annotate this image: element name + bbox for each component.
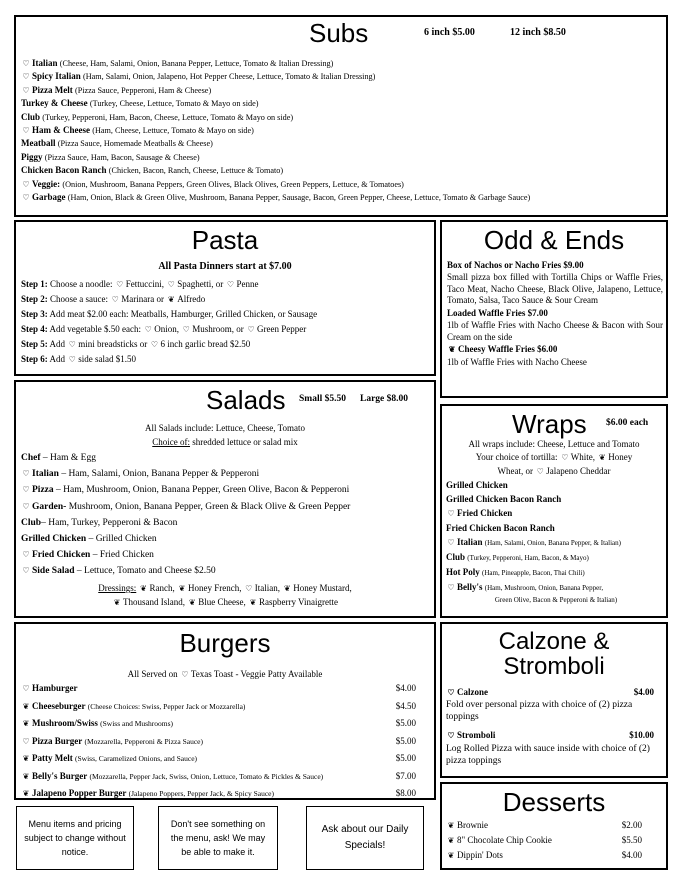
calzone-item-left (446, 729, 495, 742)
leaf-icon: ♡ (167, 280, 175, 289)
wraps-tortilla-1 (442, 451, 666, 464)
salads-large-price: Large $8.00 (360, 394, 409, 404)
wrap-item-desc: (Ham, Salami, Onion, Banana Pepper, & Italian) (484, 539, 621, 547)
leaf-icon: ♡ (116, 280, 124, 289)
sub-item (21, 97, 530, 110)
salad-item-name: Club (21, 517, 42, 528)
burger-item-price: $7.00 (395, 770, 416, 781)
wraps-header (442, 438, 666, 478)
burger-item (21, 785, 416, 800)
salad-item-desc: – Lettuce, Tomato and Cheese $2.50 (74, 566, 216, 577)
dressings-label: Dressings: (98, 583, 137, 593)
burger-item-left (21, 715, 173, 733)
salad-item-name: Grilled Chicken (21, 534, 87, 545)
wraps-include: All wraps include: Cheese, Lettuce and Tomato (468, 439, 640, 449)
dessert-item-name: Dippin' Dots (457, 850, 503, 860)
salad-item-name: Italian (32, 469, 59, 480)
sub-item-name: Chicken Bacon Ranch (21, 165, 107, 176)
dessert-item-price: $2.00 (621, 820, 642, 830)
pasta-step-label: Step 1: (21, 279, 48, 289)
sub-item-desc: (Pizza Sauce, Pepperoni, Ham & Cheese) (74, 85, 212, 95)
leaf-icon: ♡ (22, 485, 30, 495)
salads-title: Salads (206, 385, 286, 415)
burger-item-desc: (Mozzarella, Pepper Jack, Swiss, Onion, Lettuce, Tomato & Pickles & Sauce) (89, 771, 324, 781)
text-part: mini breadsticks or (78, 339, 150, 349)
subs-section (14, 15, 668, 217)
burger-item (21, 750, 416, 768)
burger-item-left (21, 680, 78, 698)
sub-item (21, 178, 530, 191)
salad-item (21, 531, 350, 547)
desserts-title: Desserts (502, 787, 606, 817)
sub-item-desc: (Pizza Sauce, Ham, Bacon, Sausage & Cheese) (44, 152, 200, 162)
salad-item-name: Garden- (32, 501, 67, 512)
sub-item-desc: (Pizza Sauce, Homemade Meatballs & Cheese) (57, 139, 213, 149)
burger-item (21, 698, 416, 716)
text-part: Ranch, (149, 583, 177, 593)
salad-item (21, 563, 350, 579)
text-part: side salad $1.50 (78, 354, 137, 364)
text-part: Honey Mustard, (293, 583, 352, 593)
salad-item-name: Chef (21, 453, 41, 463)
salads-dressings-line1 (16, 582, 434, 595)
sub-item-name: Meatball (21, 138, 56, 149)
salads-choice-text: shredded lettuce or salad mix (190, 437, 298, 447)
text-part: Jalapeno Cheddar (546, 465, 611, 476)
pricing-note-text: Menu items and pricing subject to change without notice. (24, 819, 126, 857)
pasta-section (14, 220, 436, 376)
sub-item-name: Turkey & Cheese (21, 98, 88, 109)
burger-item-price: $8.00 (395, 788, 416, 798)
leaf-icon: ♡ (245, 584, 253, 593)
wrap-item (446, 521, 666, 535)
leaf-icon: ♡ (22, 501, 30, 511)
sub-item-desc: (Turkey, Cheese, Lettuce, Tomato & Mayo on side) (89, 99, 259, 109)
specials-note-text: Ask about our Daily Specials! (321, 824, 409, 851)
salads-choice (16, 436, 434, 449)
pasta-step-label: Step 4: (21, 324, 48, 334)
burger-item-price: $4.50 (395, 700, 416, 711)
wheat-icon: ❦ (22, 701, 30, 711)
wrap-item-name: Belly's (457, 582, 483, 592)
odd-item-desc: 1lb of Waffle Fries with Nacho Cheese (447, 356, 587, 367)
text-part: Penne (236, 279, 259, 289)
odd-ends-title: Odd & Ends (483, 225, 625, 255)
leaf-icon: ♡ (68, 355, 76, 364)
desserts-section (440, 782, 668, 870)
calzone-list (446, 686, 662, 773)
calzone-item-price: $4.00 (633, 687, 654, 697)
wraps-list (446, 478, 666, 606)
leaf-icon: ♡ (68, 340, 76, 349)
burger-item-name: Mushroom/Swiss (32, 718, 98, 728)
wrap-item (446, 565, 666, 580)
salad-item (21, 482, 350, 498)
text-part: Mushroom, or (192, 324, 246, 334)
dessert-item-left (446, 818, 488, 833)
pasta-step (21, 292, 317, 307)
calzone-item-name: Stromboli (457, 730, 496, 741)
salads-dressings-line2 (16, 596, 434, 609)
salad-item-desc: Mushroom, Onion, Banana Pepper, Green & Black Olive & Green Pepper (66, 501, 351, 512)
salads-choice-label: Choice of: (152, 437, 191, 447)
burger-item (21, 680, 416, 698)
wheat-icon: ❦ (283, 584, 291, 593)
wrap-item (446, 492, 666, 506)
sub-item-name: Italian (32, 58, 58, 68)
pasta-step (21, 277, 317, 292)
wrap-item-name: Grilled Chicken Bacon Ranch (446, 494, 562, 504)
burger-item-price: $4.00 (395, 683, 416, 693)
wrap-item (446, 550, 666, 565)
burger-item-name: Hamburger (32, 683, 78, 693)
salads-list (21, 450, 350, 580)
text-part: Add meat $2.00 each: Meatballs, Hamburger, Grilled Chicken, or Sausage (49, 309, 318, 319)
burger-item-price: $5.00 (395, 735, 416, 746)
wrap-item (446, 478, 666, 492)
wrap-item (446, 506, 666, 521)
odd-item-name (447, 259, 663, 272)
leaf-icon: ♡ (144, 325, 152, 334)
sub-item-name: Ham & Cheese (32, 125, 90, 136)
pasta-title: Pasta (191, 225, 259, 255)
text-part: Italian, (254, 583, 283, 593)
salad-item-desc: – Ham, Mushroom, Onion, Banana Pepper, Green Olive, Bacon & Pepperoni (53, 485, 350, 496)
odd-name-text: Box of Nachos or Nacho Fries $9.00 (447, 260, 584, 270)
salad-item-desc: – Ham & Egg (40, 453, 96, 463)
wraps-price: $6.00 each (606, 418, 649, 428)
leaf-icon: ♡ (150, 340, 159, 349)
leaf-icon: ♡ (182, 325, 190, 334)
pasta-subtitle: All Pasta Dinners start at $7.00 (158, 261, 292, 272)
dessert-item (446, 848, 642, 863)
odd-item-name (447, 343, 663, 356)
text-part: Blue Cheese, (198, 597, 248, 607)
salads-include: All Salads include: Lettuce, Cheese, Tomato (145, 423, 305, 433)
burger-item-name: Pizza Burger (32, 735, 83, 746)
burgers-section (14, 622, 436, 800)
dessert-item-left (446, 833, 552, 848)
dessert-item (446, 818, 642, 833)
odd-name-text: Loaded Waffle Fries $7.00 (447, 307, 548, 318)
leaf-icon: ♡ (447, 731, 455, 741)
wrap-item-name: Grilled Chicken (446, 480, 508, 490)
wheat-icon: ❦ (598, 453, 606, 463)
burger-item-price: $5.00 (395, 718, 416, 728)
burger-item-left (21, 733, 203, 751)
wrap-item-desc-cont: Green Olive, Bacon & Pepperoni & Italian) (494, 596, 618, 604)
sub-item-desc: (Ham, Onion, Black & Green Olive, Mushroom, Banana Pepper, Sausage, Bacon, Green Pepper, Cheese, Lettuce, Tomato & Garbage Sauce) (67, 193, 531, 203)
odd-name-text: Cheesy Waffle Fries $6.00 (458, 344, 558, 355)
odd-item-name (447, 307, 663, 320)
subs-price-12: 12 inch $8.50 (510, 27, 566, 38)
odd-item-desc: 1lb of Waffle Fries with Nacho Cheese & Bacon with Sour Cream on the side (447, 320, 663, 342)
sub-item-name: Club (21, 111, 41, 122)
wheat-icon: ❦ (113, 598, 121, 607)
odd-item-desc: Small pizza box filled with Tortilla Chips or Waffle Fries, Taco Meat, Nacho Cheese, Black Olive, Jalapeno, Lettuce, Tomato, Salsa, Taco Sauce & Sour Cream (447, 272, 663, 306)
burger-item-left (21, 785, 274, 800)
wrap-item-name: Club (446, 552, 466, 562)
calzone-item-desc: Fold over personal pizza with choice of (2) pizza toppings (446, 700, 633, 723)
leaf-icon: ♡ (447, 583, 455, 592)
calzone-item-name: Calzone (457, 687, 488, 697)
wheat-icon: ❦ (22, 754, 30, 763)
sub-item-desc: (Ham, Salami, Onion, Jalapeno, Hot Pepper Cheese, Lettuce, Tomato & Italian Dressing) (83, 72, 376, 82)
salad-item (21, 450, 350, 466)
leaf-icon: ♡ (22, 469, 30, 479)
salad-item-name: Side Salad (32, 566, 75, 577)
leaf-icon: ♡ (447, 538, 455, 547)
salad-item (21, 547, 350, 563)
salad-item-desc: – Ham, Turkey, Pepperoni & Bacon (41, 517, 178, 528)
sub-item-desc: (Ham, Cheese, Lettuce, Tomato & Mayo on side) (92, 126, 254, 136)
sub-item-name: Veggie: (32, 178, 61, 189)
calzone-item-left (446, 686, 488, 699)
odd-ends-section (440, 220, 668, 398)
leaf-icon: ♡ (22, 85, 30, 95)
salads-section (14, 380, 436, 618)
wrap-item-desc: (Turkey, Pepperoni, Ham, Bacon, & Mayo) (467, 554, 589, 562)
wrap-item (446, 535, 666, 550)
pasta-step-label: Step 2: (21, 294, 48, 304)
text-part: Onion, (154, 324, 182, 334)
pasta-step-label: Step 3: (21, 309, 48, 319)
pasta-steps (21, 277, 317, 367)
calzone-item (446, 729, 662, 742)
dessert-item-price: $4.00 (621, 850, 642, 860)
salads-small-price: Small $5.50 (299, 394, 346, 404)
sub-item (21, 70, 530, 83)
sub-item (21, 164, 530, 177)
leaf-icon: ♡ (22, 179, 30, 189)
wrap-item-name: Hot Poly (446, 567, 480, 577)
calzone-item-desc: Log Rolled Pizza with sauce inside with choice of (2) pizza toppings (446, 743, 650, 766)
sub-item-name: Pizza Melt (32, 84, 73, 95)
burger-item (21, 715, 416, 733)
text-part: Fettuccini, (125, 279, 167, 289)
wheat-icon: ❦ (140, 584, 147, 593)
leaf-icon: ♡ (111, 295, 119, 304)
burger-item-desc: (Cheese Choices: Swiss, Pepper Jack or Mozzarella) (87, 701, 246, 711)
text-part: Green Pepper (256, 324, 307, 334)
text-part: Spaghetti, or (177, 279, 226, 289)
sub-item (21, 124, 530, 137)
text-part: Honey French, (188, 583, 244, 593)
pasta-step (21, 337, 317, 352)
burger-item-left (21, 768, 323, 786)
burger-item-left (21, 698, 245, 716)
salad-item-desc: – Ham, Salami, Onion, Banana Pepper & Pepperoni (58, 469, 260, 480)
text-part: Thousand Island, (122, 597, 188, 607)
pasta-step-label: Step 6: (21, 354, 48, 364)
leaf-icon: ♡ (247, 325, 255, 334)
burger-item-left (21, 750, 197, 768)
wraps-section (440, 404, 668, 618)
dessert-item-price: $5.50 (621, 835, 642, 845)
pasta-step-label: Step 5: (21, 339, 48, 349)
text-part: Alfredo (177, 294, 206, 304)
burger-item-name: Belly's Burger (32, 770, 88, 781)
salad-item-desc: – Grilled Chicken (86, 534, 157, 545)
odd-ends-list (447, 259, 663, 368)
sub-item (21, 111, 530, 124)
leaf-icon: ♡ (22, 193, 30, 203)
wrap-item-desc: (Ham, Pineapple, Bacon, Thai Chili) (482, 569, 585, 577)
text-part: Choose a sauce: (50, 294, 111, 304)
pricing-note (16, 806, 134, 870)
text-part: Choose a noodle: (50, 279, 115, 289)
burger-item-name: Jalapeno Popper Burger (32, 788, 127, 798)
burger-item-desc: (Jalapeno Poppers, Pepper Jack, & Spicy Sauce) (128, 789, 274, 798)
burger-item-desc: (Swiss and Mushrooms) (100, 719, 174, 728)
burger-item-price: $5.00 (395, 753, 416, 763)
wheat-icon: ❦ (447, 851, 455, 860)
leaf-icon: ♡ (226, 280, 235, 289)
sub-item (21, 84, 530, 97)
burgers-list (21, 680, 416, 800)
text-part: Raspberry Vinaigrette (258, 597, 339, 607)
leaf-icon: ♡ (536, 466, 544, 476)
burger-item-name: Patty Melt (32, 753, 73, 763)
ask-note-text: Don't see something on the menu, ask! We may be able to make it. (170, 819, 266, 857)
calzone-title-2: Stromboli (503, 653, 605, 680)
wheat-icon: ❦ (188, 598, 196, 607)
salad-item-name: Fried Chicken (32, 550, 91, 561)
leaf-icon: ♡ (22, 684, 30, 693)
subs-price-6: 6 inch $5.00 (424, 27, 475, 38)
dessert-item-name: 8" Chocolate Chip Cookie (457, 835, 552, 845)
sub-item-desc: (Onion, Mushroom, Banana Peppers, Green Olives, Black Olives, Green Peppers, Lettuce, & Tomatoes) (62, 179, 404, 189)
desserts-list (446, 818, 642, 863)
leaf-icon: ♡ (22, 72, 30, 82)
text-part: White, (570, 452, 598, 463)
calzone-title-1: Calzone & (498, 628, 610, 655)
dessert-item-name: Brownie (457, 820, 488, 830)
wheat-icon: ❦ (447, 836, 455, 845)
leaf-icon: ♡ (181, 670, 189, 679)
sub-item-name: Garbage (32, 192, 66, 203)
wraps-tortilla-2 (442, 465, 666, 478)
sub-item-desc: (Cheese, Ham, Salami, Onion, Banana Pepper, Lettuce, Tomato & Italian Dressing) (59, 59, 334, 68)
calzone-item-price: $10.00 (629, 730, 654, 741)
leaf-icon: ♡ (22, 59, 30, 68)
salad-item-name: Pizza (32, 485, 54, 496)
salad-item (21, 466, 350, 482)
sub-item-desc: (Chicken, Bacon, Ranch, Cheese, Lettuce & Tomato) (108, 166, 284, 176)
wheat-icon: ❦ (22, 789, 30, 798)
subs-list (21, 57, 530, 204)
sub-item (21, 137, 530, 150)
dessert-item (446, 833, 642, 848)
sub-item-name: Spicy Italian (32, 71, 81, 82)
burger-item-desc: (Mozzarella, Pepperoni & Pizza Sauce) (84, 736, 203, 746)
sub-item (21, 151, 530, 164)
leaf-icon: ♡ (22, 736, 30, 746)
leaf-icon: ♡ (447, 509, 455, 518)
text-part: 6 inch garlic bread $2.50 (160, 339, 251, 349)
burger-item (21, 733, 416, 751)
salad-item (21, 515, 350, 531)
leaf-icon: ♡ (22, 550, 30, 560)
text-part: Add vegetable $.50 each: (49, 324, 144, 334)
text-part: Your choice of tortilla: (475, 452, 560, 463)
burger-item (21, 768, 416, 786)
wheat-icon: ❦ (447, 821, 455, 830)
sub-item (21, 57, 530, 70)
leaf-icon: ♡ (447, 688, 455, 697)
salad-item-desc: – Fried Chicken (90, 550, 154, 561)
burger-item-name: Cheeseburger (32, 700, 86, 711)
leaf-icon: ♡ (22, 126, 30, 136)
salad-item (21, 499, 350, 515)
burgers-title: Burgers (179, 628, 271, 658)
wrap-item-name: Fried Chicken Bacon Ranch (446, 523, 555, 533)
text-part: Honey (608, 452, 633, 463)
wheat-icon: ❦ (448, 345, 456, 355)
subs-title: Subs (309, 18, 369, 48)
wrap-item (446, 580, 666, 595)
wheat-icon: ❦ (249, 598, 257, 607)
wrap-item-name: Italian (457, 537, 483, 547)
sub-item (21, 191, 530, 204)
wraps-title: Wraps (512, 409, 587, 439)
pasta-step (21, 352, 317, 367)
ask-note (158, 806, 278, 870)
burgers-served-a: All Served on (127, 669, 180, 679)
text-part: Marinara or (121, 294, 167, 304)
text-part: Add (49, 339, 68, 349)
wrap-item-name: Fried Chicken (457, 508, 513, 518)
leaf-icon: ♡ (561, 453, 569, 463)
wheat-icon: ❦ (167, 295, 175, 304)
wheat-icon: ❦ (22, 771, 30, 781)
calzone-stromboli-section (440, 622, 668, 778)
pasta-step (21, 307, 317, 322)
wheat-icon: ❦ (22, 719, 30, 728)
specials-note (306, 806, 424, 870)
burgers-served-b: Texas Toast - Veggie Patty Available (190, 669, 323, 679)
text-part: Wheat, or (497, 465, 536, 476)
wrap-item-desc: (Ham, Mushroom, Onion, Banana Pepper, (484, 584, 604, 592)
leaf-icon: ♡ (22, 566, 30, 576)
text-part: Add (49, 354, 68, 364)
calzone-item (446, 686, 662, 699)
burger-item-desc: (Swiss, Caramelized Onions, and Sauce) (74, 754, 198, 763)
wheat-icon: ❦ (178, 584, 186, 593)
sub-item-desc: (Turkey, Pepperoni, Ham, Bacon, Cheese, Lettuce, Tomato & Mayo on side) (42, 112, 294, 122)
dessert-item-left (446, 848, 503, 863)
sub-item-name: Piggy (21, 151, 43, 162)
pasta-step (21, 322, 317, 337)
